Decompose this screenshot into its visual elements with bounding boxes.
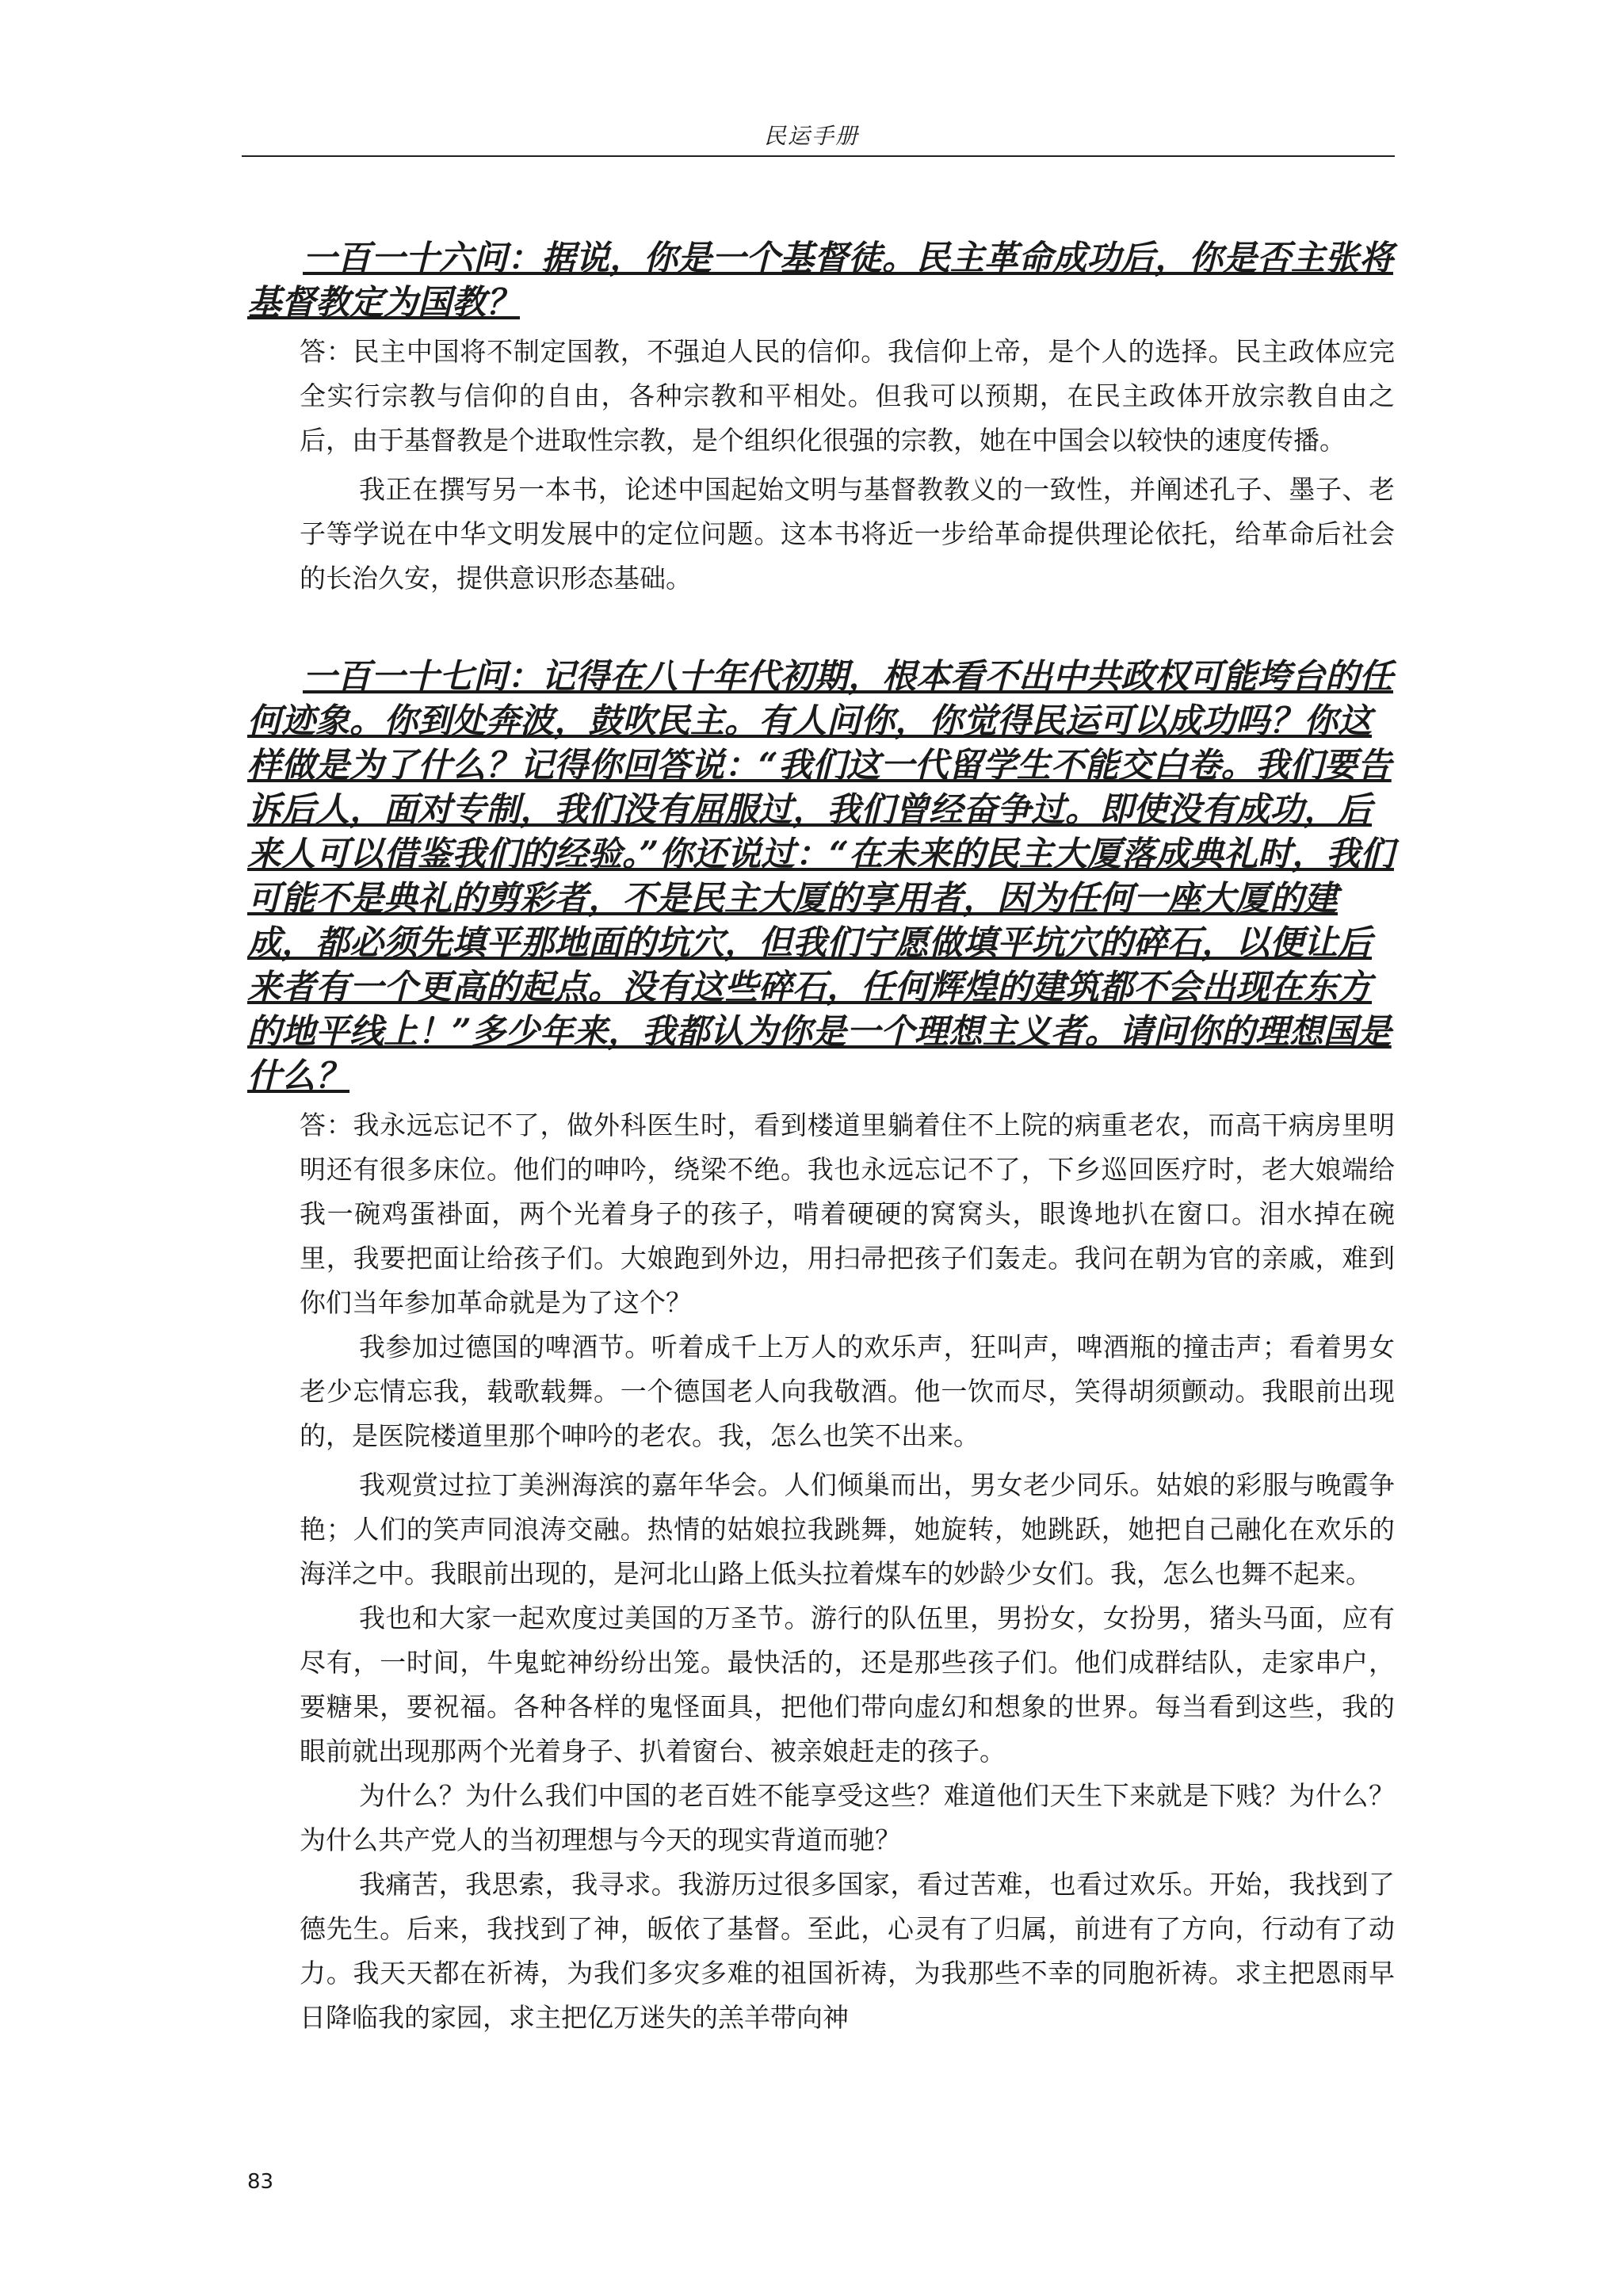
answer-block xyxy=(300,1103,1395,2040)
answer-paragraph: 答：民主中国将不制定国教，不强迫人民的信仰。我信仰上帝，是个人的选择。民主政体应完全实行宗教与信仰的自由，各种宗教和平相处。但我可以预期，在民主政体开放宗教自由之后，由于基督教是个进取性宗教，是个组织化很强的宗教，她在中国会以较快的速度传播。 xyxy=(300,336,1395,456)
qa-section-117 xyxy=(247,655,1395,2040)
answer-paragraph: 我也和大家一起欢度过美国的万圣节。游行的队伍里，男扮女，女扮男，猪头马面，应有尽有，一时间，牛鬼蛇神纷纷出笼。最快活的，还是那些孩子们。他们成群结队，走家串户，要糖果，要祝福。各种各样的鬼怪面具，把他们带向虚幻和想象的世界。每当看到这些，我的眼前就出现那两个光着身子、扒着窗台、被亲娘赶走的孩子。 xyxy=(300,1603,1395,1767)
page-content xyxy=(247,236,1395,2040)
answer-paragraph: 我观赏过拉丁美洲海滨的嘉年华会。人们倾巢而出，男女老少同乐。姑娘的彩服与晚霞争艳；人们的笑声同浪涛交融。热情的姑娘拉我跳舞，她旋转，她跳跃，她把自己融化在欢乐的海洋之中。我眼前出现的，是河北山路上低头拉着煤车的妙龄少女们。我，怎么也舞不起来。 xyxy=(300,1469,1395,1589)
answer-paragraph: 为什么？为什么我们中国的老百姓不能享受这些？难道他们天生下来就是下贱？为什么？为什么共产党人的当初理想与今天的现实背道而驰？ xyxy=(300,1780,1395,1855)
question-heading: 一百一十六问：据说，你是一个基督徒。民主革命成功后，你是否主张将基督教定为国教？ xyxy=(247,239,1393,323)
qa-section-116 xyxy=(247,236,1395,601)
answer-paragraph: 我痛苦，我思索，我寻求。我游历过很多国家，看过苦难，也看过欢乐。开始，我找到了德先生。后来，我找到了神，皈依了基督。至此，心灵有了归属，前进有了方向，行动有了动力。我天天都在祈祷，为我们多灾多难的祖国祈祷，为我那些不幸的同胞祈祷。求主把恩雨早日降临我的家园，求主把亿万迷失的羔羊带向神 xyxy=(300,1869,1395,2033)
answer-paragraph: 答：我永远忘记不了，做外科医生时，看到楼道里躺着住不上院的病重老农，而高干病房里明明还有很多床位。他们的呻吟，绕梁不绝。我也永远忘记不了，下乡巡回医疗时，老大娘端给我一碗鸡蛋褂面，两个光着身子的孩子，啃着硬硬的窝窝头，眼谗地扒在窗口。泪水掉在碗里，我要把面让给孩子们。大娘跑到外边，用扫帚把孩子们轰走。我问在朝为官的亲戚，难到你们当年参加革命就是为了这个？ xyxy=(300,1110,1395,1318)
answer-paragraph: 我正在撰写另一本书，论述中国起始文明与基督教教义的一致性，并阐述孔子、墨子、老子等学说在中华文明发展中的定位问题。这本书将近一步给革命提供理论依托，给革命后社会的长治久安，提供意识形态基础。 xyxy=(300,474,1395,594)
header-rule xyxy=(242,155,1395,157)
question-heading: 一百一十七问：记得在八十年代初期，根本看不出中共政权可能垮台的任何迹象。你到处奔波，鼓吹民主。有人问你，你觉得民运可以成功吗？你这样做是为了什么？记得你回答说：“我们这一代留学生不能交白卷。我们要告诉后人，面对专制，我们没有屈服过，我们曾经奋争过。即使没有成功，后来人可以借鉴我们的经验。”你还说过：“在未来的民主大厦落成典礼时，我们可能不是典礼的剪彩者，不是民主大厦的享用者，因为任何一座大厦的建成，都必须先填平那地面的坑穴，但我们宁愿做填平坑穴的碎石，以便让后来者有一个更高的起点。没有这些碎石，任何辉煌的建筑都不会出现在东方的地平线上！”多少年来，我都认为你是一个理想主义者。请问你的理想国是什么？ xyxy=(247,657,1394,1096)
answer-paragraph: 我参加过德国的啤酒节。听着成千上万人的欢乐声，狂叫声，啤酒瓶的撞击声；看着男女老少忘情忘我，载歌载舞。一个德国老人向我敬酒。他一饮而尽，笑得胡须颤动。我眼前出现的，是医院楼道里那个呻吟的老农。我，怎么也笑不出来。 xyxy=(300,1331,1395,1451)
answer-block xyxy=(300,330,1395,601)
header-title: 民运手册 xyxy=(763,123,859,149)
page-number: 83 xyxy=(247,2170,274,2194)
